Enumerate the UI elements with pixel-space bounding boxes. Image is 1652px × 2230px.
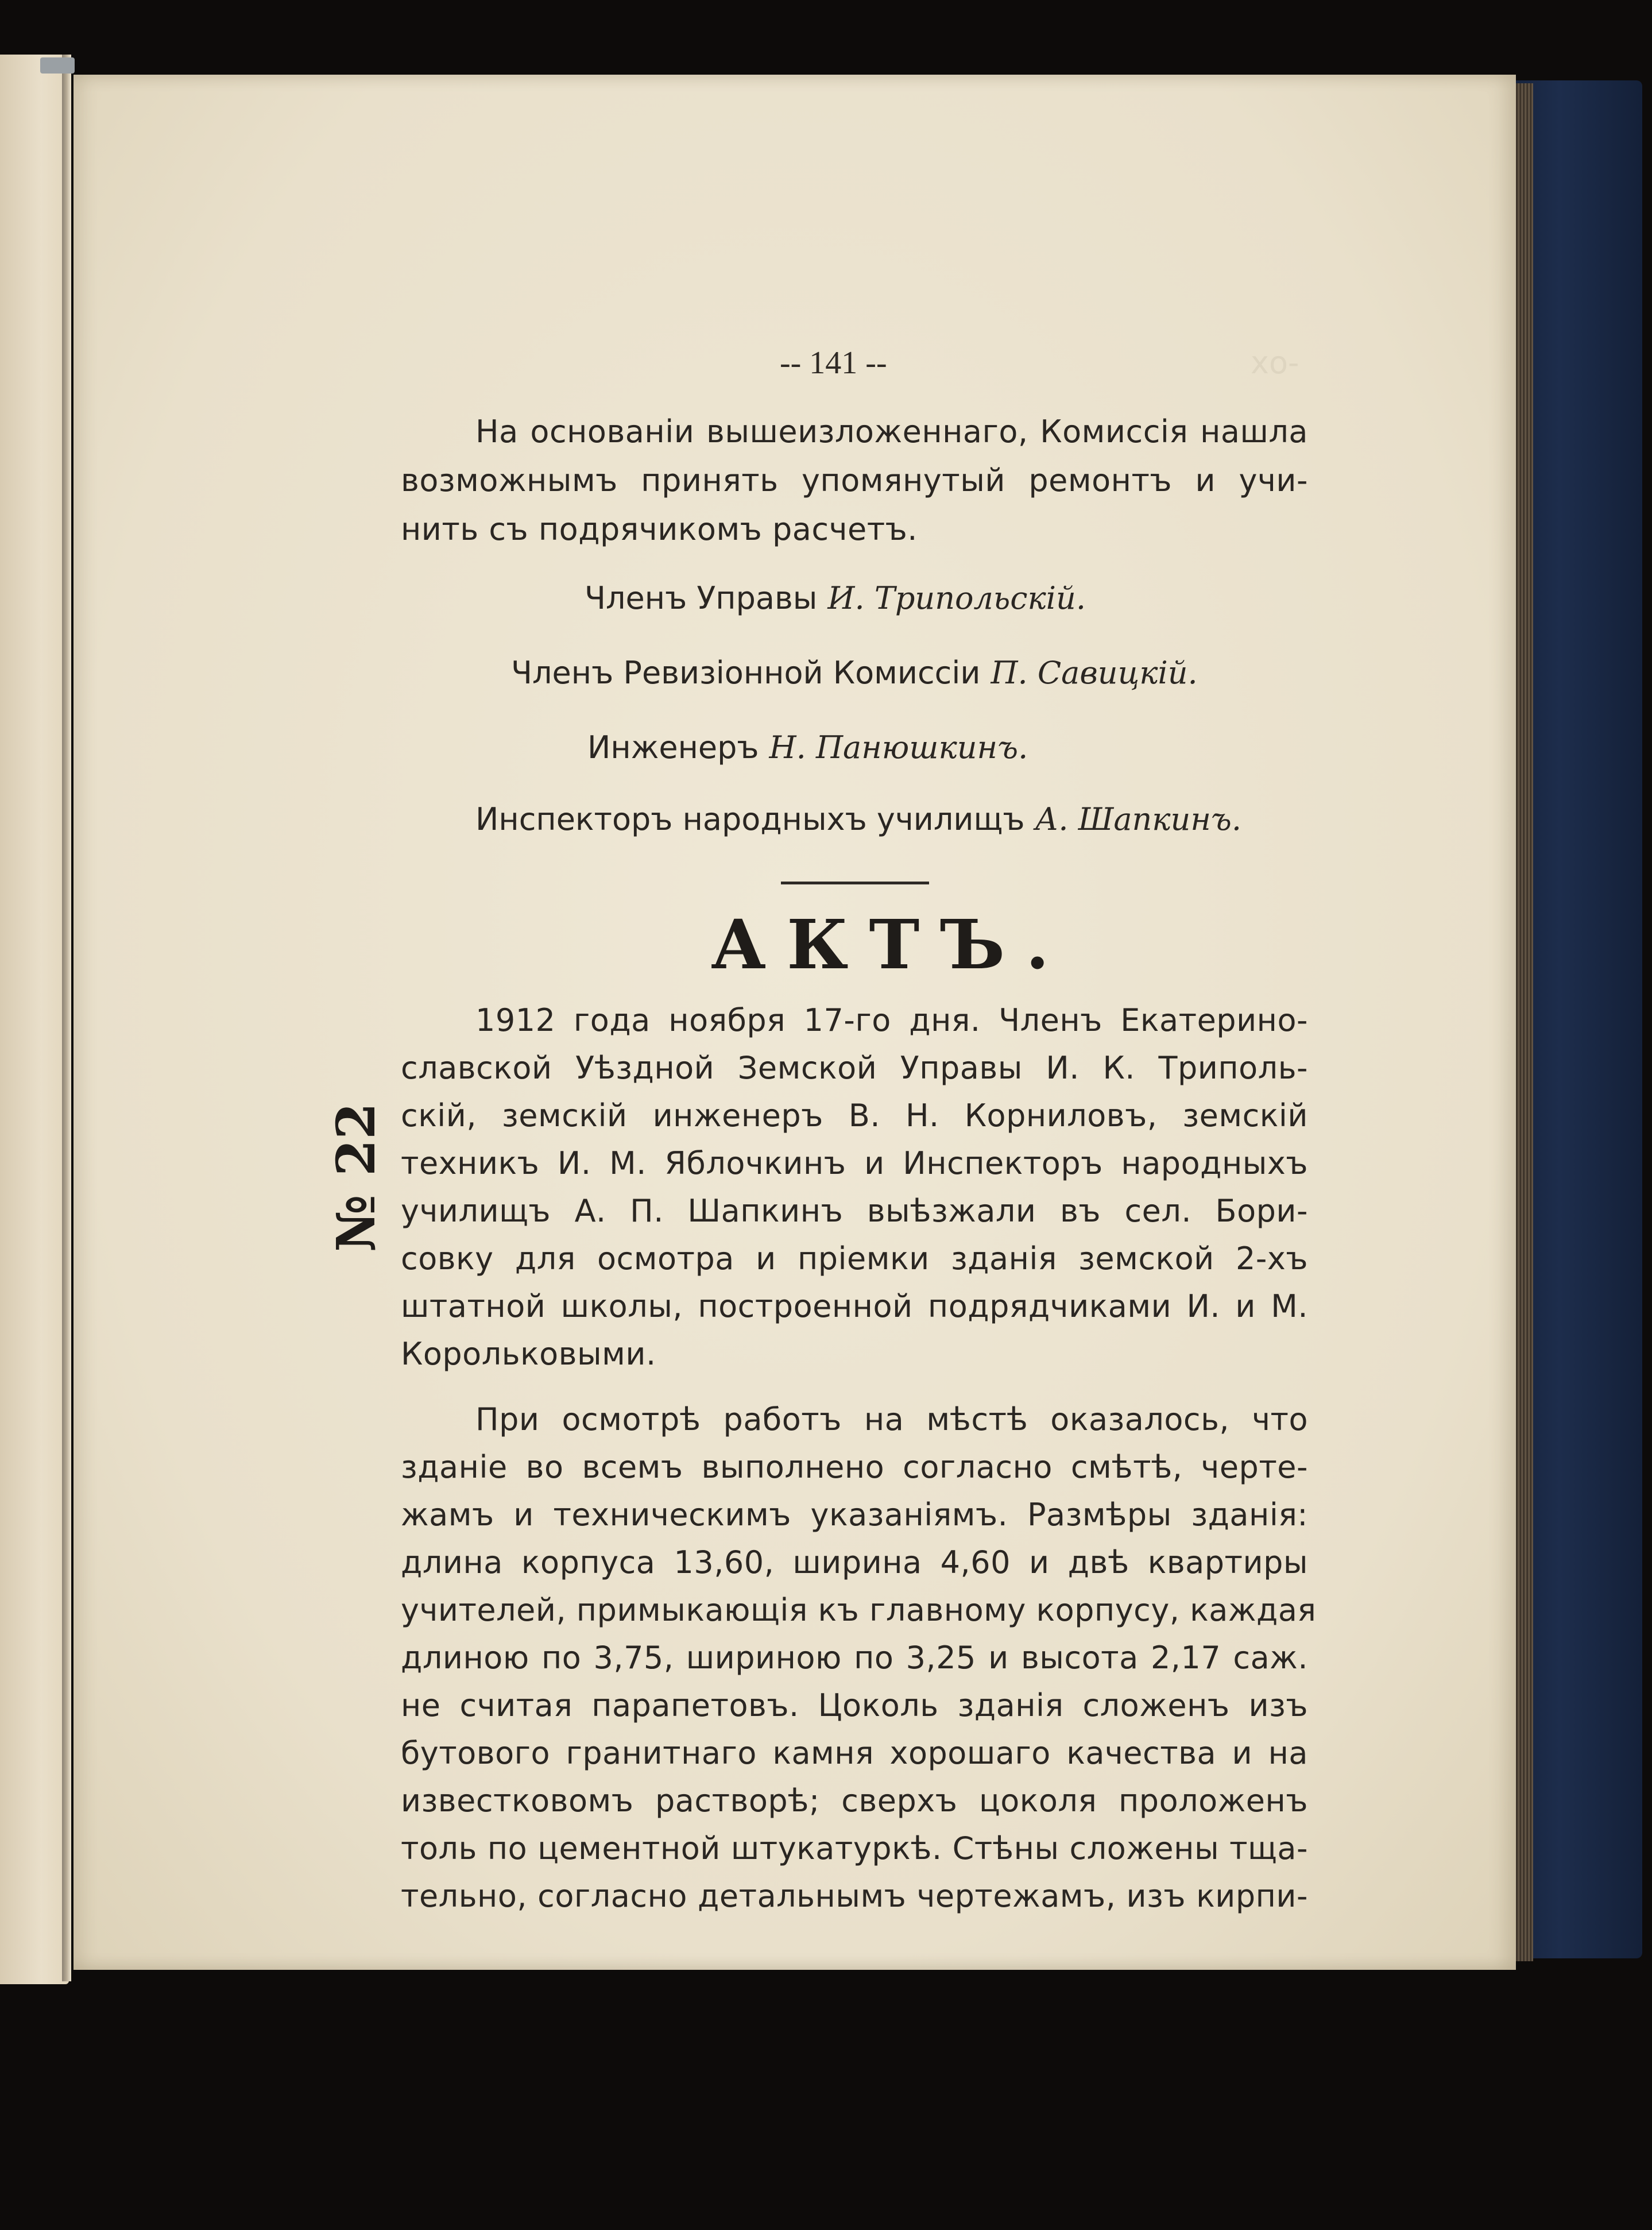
intro-line: На основанiи вышеизложеннаго, Комиссiя нашла bbox=[475, 413, 1308, 450]
paragraph-line: 1912 года ноября 17-го дня. Членъ Екатерино- bbox=[475, 1002, 1308, 1038]
margin-number-stamp: № 22 bbox=[325, 1102, 387, 1252]
paragraph-line: длиною по 3,75, шириною по 3,25 и высота 2,17 саж. bbox=[401, 1640, 1308, 1676]
paragraph-line: славской Уѣздной Земской Управы И. К. Триполь- bbox=[401, 1050, 1308, 1086]
signature-line bbox=[475, 801, 1241, 837]
signature-line bbox=[587, 729, 1028, 766]
signature-role: Членъ Управы bbox=[585, 580, 818, 616]
paragraph-line: зданiе во всемъ выполнено согласно смѣтѣ, черте- bbox=[401, 1449, 1308, 1485]
signature-name: П. Савицкiй. bbox=[991, 655, 1198, 691]
binding-clip bbox=[40, 57, 75, 74]
signature-name: А. Шапкинъ. bbox=[1035, 801, 1242, 837]
intro-line: нить съ подрячикомъ расчетъ. bbox=[401, 511, 918, 547]
paragraph-line: совку для осмотра и прiемки зданiя земской 2-хъ bbox=[401, 1240, 1308, 1277]
page-number: -- 141 -- bbox=[780, 345, 887, 381]
signature-name: Н. Панюшкинъ. bbox=[769, 729, 1028, 766]
previous-page-edge bbox=[0, 55, 69, 1984]
paragraph-line: бутового гранитнаго камня хорошаго качества и на bbox=[401, 1735, 1308, 1771]
paragraph-line: не считая парапетовъ. Цоколь зданiя сложенъ изъ bbox=[401, 1687, 1308, 1723]
paragraph-line: скiй, земскiй инженеръ В. Н. Корниловъ, земскiй bbox=[401, 1097, 1308, 1134]
paragraph-line: длина корпуса 13,60, ширина 4,60 и двѣ квартиры bbox=[401, 1544, 1308, 1580]
paragraph-line: училищъ А. П. Шапкинъ выѣзжали въ сел. Бори- bbox=[401, 1193, 1308, 1229]
signature-line bbox=[585, 580, 1086, 616]
paragraph-line: жамъ и техническимъ указанiямъ. Размѣры зданiя: bbox=[401, 1497, 1308, 1533]
paragraph-line: учителей, примыкающiя къ главному корпусу, каждая bbox=[401, 1592, 1317, 1628]
signature-role: Членъ Ревизiонной Комиссiи bbox=[511, 655, 981, 691]
paragraph-line: Корольковыми. bbox=[401, 1336, 656, 1372]
paragraph-line: толь по цементной штукатуркѣ. Стѣны сложены тща- bbox=[401, 1830, 1308, 1866]
signature-role: Инспекторъ народныхъ училищъ bbox=[475, 801, 1025, 837]
paragraph-line: техникъ И. М. Яблочкинъ и Инспекторъ народныхъ bbox=[401, 1145, 1308, 1181]
paragraph-line: штатной школы, построенной подрядчиками И. и М. bbox=[401, 1288, 1308, 1324]
bleed-through-text: хо- bbox=[1251, 345, 1299, 381]
signature-role: Инженеръ bbox=[587, 729, 759, 766]
section-heading: АКТЪ. bbox=[711, 905, 1070, 984]
intro-line: возможнымъ принять упомянутый ремонтъ и учи- bbox=[401, 462, 1308, 498]
section-divider bbox=[781, 882, 929, 884]
paragraph-line: известковомъ растворѣ; сверхъ цоколя проложенъ bbox=[401, 1783, 1308, 1819]
signature-name: И. Трипольскiй. bbox=[827, 580, 1086, 616]
signature-line bbox=[511, 655, 1198, 691]
page-gutter bbox=[62, 55, 71, 1981]
paragraph-line: тельно, согласно детальнымъ чертежамъ, изъ кирпи- bbox=[401, 1878, 1308, 1914]
paragraph-line: При осмотрѣ работъ на мѣстѣ оказалось, что bbox=[475, 1401, 1308, 1437]
page bbox=[73, 75, 1516, 1970]
